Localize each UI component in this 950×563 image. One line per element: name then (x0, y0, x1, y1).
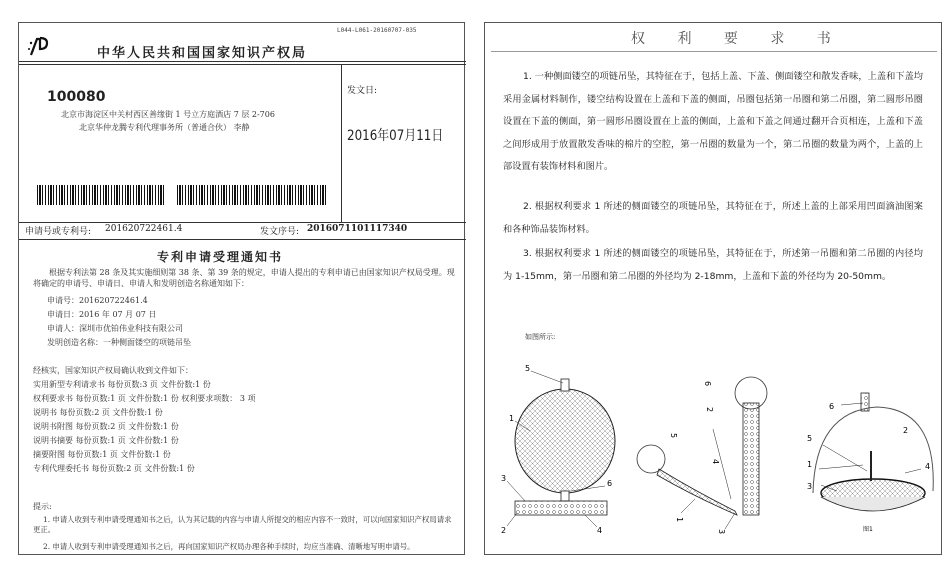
fig-label-1: 1 (807, 460, 813, 469)
claims-title: 权 利 要 求 书 (631, 31, 845, 47)
figure-label: 图1 (863, 526, 873, 533)
file-list-item: 实用新型专利请求书 每份页数:3 页 文件份数:1 份 (33, 380, 211, 389)
claim-3: 3. 根据权利要求 1 所述的侧面镂空的项链吊坠，其特征在于，所述第一吊圈和第二吊圈的内径均为 1-15mm，第一吊圈和第二吊圈的外径均为 2-18mm，上盖和下盖的外径均为 20-50mm。 (503, 248, 923, 282)
tips-label: 提示: (33, 502, 52, 511)
detail-application-date: 申请日：2016 年 07 月 07 日 (47, 310, 157, 319)
figure-side-view (637, 377, 767, 529)
figure-caption: 如图所示: (525, 333, 556, 341)
barcode-right (177, 185, 327, 205)
fig-label-2: 2 (903, 426, 909, 435)
document-id: L044-L061-20160707-035 (337, 27, 417, 34)
file-list-item: 专利代理委托书 每份页数:2 页 文件份数:1 份 (33, 464, 195, 473)
figure-top-view (507, 371, 615, 527)
file-list-item: 说明书 每份页数:2 页 文件份数:1 份 (33, 408, 163, 417)
tip-item: 1. 申请人收到专利申请受理通知书之后，认为其记载的内容与申请人所提交的相应内容不一致时，可以向国家知识产权局请求更正。 (33, 515, 452, 534)
send-date-label: 发文日: (347, 86, 378, 96)
fig-label-2: 2 (705, 407, 714, 413)
fig-label-2: 2 (501, 526, 507, 535)
application-no-label: 申请号或专利号: (25, 227, 92, 237)
file-list-item: 说明书摘要 每份页数:1 页 文件份数:1 份 (33, 436, 179, 445)
fig-label-1: 1 (675, 517, 684, 523)
tip-item: 2. 申请人收到专利申请受理通知书之后，再向国家知识产权局办理各种手续时，均应当准确、清晰地写明申请号。 (43, 542, 415, 551)
fig-label-5: 5 (807, 434, 813, 443)
pendant-drawings (485, 341, 943, 556)
file-list-item: 摘要附图 每份页数:1 页 文件份数:1 份 (33, 450, 171, 459)
serial-no-label: 发文序号: (260, 227, 300, 237)
fig-label-6: 6 (829, 402, 835, 411)
fig-label-4: 4 (711, 459, 720, 465)
send-date: 2016年07月11日 (347, 128, 444, 144)
claim-1: 1. 一种侧面镂空的项链吊坠，其特征在于，包括上盖、下盖、侧面镂空和散发香味，上盖和下盖均采用金属材料制作，镂空结构设置在上盖和下盖的侧面，吊圈包括第一吊圈和第二吊圈，第二圆形吊圈设置在下盖的侧面，第一圆形吊圈设置在上盖的侧面，上盖和下盖之间通过翻开合页相连，上盖和下盖之间形成用于放置散发香味的棉片的空腔，第一吊圈的数量为一个，第二吊圈的数量为两个，上盖的上部设置有装饰材料和图片。 (503, 71, 923, 172)
application-no: 201620722461.4 (105, 224, 183, 234)
claim-2: 2. 根据权利要求 1 所述的侧面镂空的项链吊坠，其特征在于，所述上盖的上部采用凹面滴油图案和各种饰品装饰材料。 (503, 201, 923, 235)
acceptance-notice-document (18, 22, 465, 555)
fig-label-4: 4 (925, 462, 931, 471)
detail-application-no: 申请号：201620722461.4 (47, 296, 148, 305)
fig-label-1: 1 (509, 414, 515, 423)
fig-label-6: 6 (607, 479, 613, 488)
fig-label-4: 4 (597, 526, 603, 535)
fig-label-6: 6 (703, 381, 712, 387)
fig-label-3: 3 (807, 482, 813, 491)
office-title: 中华人民共和国国家知识产权局 (97, 46, 308, 61)
postcode: 100080 (47, 89, 106, 105)
address-line-2: 北京华仲龙腾专利代理事务所（普通合伙） 李静 (79, 123, 250, 132)
fig-label-5: 5 (669, 433, 678, 439)
fig-label-3: 3 (501, 474, 507, 483)
fig-label-3: 3 (717, 529, 726, 535)
claims-document (484, 22, 942, 555)
office-logo-icon (27, 35, 53, 57)
file-list-item: 权利要求书 每份页数:1 页 文件份数:1 份 权利要求项数： 3 项 (33, 394, 256, 403)
detail-applicant: 申请人：深圳市优铂伟业科技有限公司 (47, 324, 183, 333)
barcode-left (37, 185, 165, 205)
detail-invention-name: 发明创造名称：一种侧面镂空的项链吊坠 (47, 338, 191, 347)
address-line-1: 北京市海淀区中关村西区善缘街 1 号立方庭酒店 7 层 2-706 (61, 110, 275, 119)
serial-no: 2016071101117340 (307, 224, 408, 234)
notice-paragraph: 根据专利法第 28 条及其实施细则第 38 条、第 39 条的规定，申请人提出的专利申请已由国家知识产权局受理。现将确定的申请号、申请日、申请人和发明创造名称通知如下： (33, 268, 455, 288)
file-list-intro: 经核实，国家知识产权局确认收到文件如下： (33, 366, 193, 375)
fig-label-5: 5 (525, 364, 531, 373)
file-list-item: 说明书附图 每份页数:2 页 文件份数:1 份 (33, 422, 179, 431)
notice-title: 专利申请受理通知书 (157, 250, 284, 264)
